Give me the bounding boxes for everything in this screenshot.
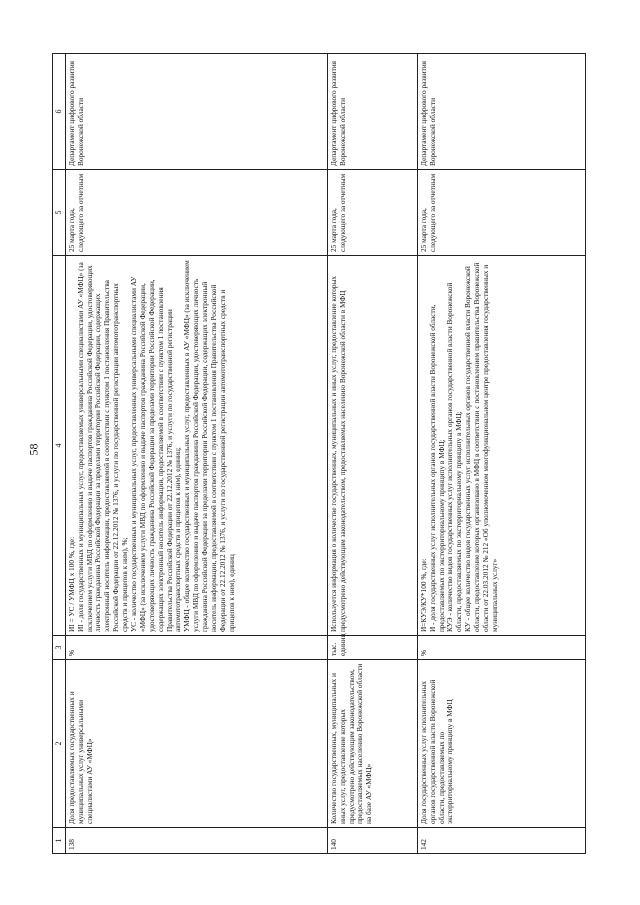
method-line: КУ - общее количество видов государственных услуг исполнительных органов государственной власти Воронежской области, предоставление которых организовано в МФЦ в соответствии с постановлением правительства Воронежской области от 22.03.2012 № 212 «Об уполномоченном многофункциональном центре предоставления государственных и муниципальных услуг» xyxy=(463,262,499,632)
indicators-table xyxy=(52,53,586,854)
header-col-3: 3 xyxy=(53,636,66,660)
row-number: 140 xyxy=(327,828,417,854)
header-col-6: 6 xyxy=(53,54,66,170)
header-col-1: 1 xyxy=(53,828,66,854)
indicator-name: Количество государственных, муниципальных и иных услуг, предоставление которых предусмотрено действующим законодательством, предоставляемых населению Воронежской области на базе АУ «МФЦ» xyxy=(327,660,417,828)
indicator-name: Доля предоставляемых государственных и муниципальных услуг универсальными специалистами АУ «МФЦ» xyxy=(65,660,327,828)
method-line: КУЭ - количество видов государственных услуг исполнительных органов государственной власти Воронежской области, предоставляемых по экстерриториальному принципу в МФЦ; xyxy=(445,282,464,632)
method-line: И - доля государственных услуг исполнительных органов государственной власти Воронежской области, предоставляемых по экстерриториальному принципу в МФЦ; xyxy=(427,304,446,632)
table-row xyxy=(65,54,327,854)
method-line: ИI - доля государственных и муниципальных услуг, предоставляемых универсальными специалистами АУ «МФЦ» (за исключением услуги МВД по оформлению и выдаче паспортов гражданина Российской Федерации, удостоверяющих личность гражданина Российской Федерации за пределами территории Российской Федерации, содержащих электронный носитель информации, предоставляемой в соответствии с пунктом 1 постановления Правительства Российской Федерации от 22.12.2012 № 1376, и услуги по государственной регистрации автомототранспортных средств и прицепов к ним), %; xyxy=(75,262,130,632)
header-col-2: 2 xyxy=(53,660,66,828)
header-col-4: 4 xyxy=(53,256,66,636)
unit-of-measure: % xyxy=(417,636,585,660)
deadline: 25 марта года, следующего за отчетным xyxy=(327,170,417,256)
table-row xyxy=(327,54,417,854)
indicator-name: Доля государственных услуг исполнительных органов государственной власти Воронежской области, предоставляемых по экстерриториальному принципу в МФЦ xyxy=(417,660,585,828)
row-number: 138 xyxy=(65,828,327,854)
header-col-5: 5 xyxy=(53,170,66,256)
deadline: 25 марта года, следующего за отчетным xyxy=(65,170,327,256)
method-line: И=КУЭ/КУ*100 %, где: xyxy=(418,558,428,632)
method-line: УС - количество государственных и муниципальных услуг, предоставленных универсальными специалистами АУ «МФЦ» (за исключением услуги МВД по оформлению и выдаче паспортов гражданина Российской Федерации, удостоверяющих личность гражданина Российской Федерации за пределами территории Российской Федерации, содержащих электронный носитель информации, предоставляемой в соответствии с пунктом 1 постановления Правительства Российской Федерации от 22.12.2012 № 1376, и услуги по государственной регистрации автомототранспортных средств и прицепов к ним), единиц; xyxy=(128,276,183,632)
rotated-page-area xyxy=(52,54,640,850)
calculation-method xyxy=(417,256,585,636)
table-row xyxy=(417,54,585,854)
page-number: 58 xyxy=(26,443,41,456)
unit-of-measure: тыс. единиц xyxy=(327,636,417,660)
responsible-body: Департамент цифрового развития Воронежской области xyxy=(65,54,327,170)
landscape-table-container xyxy=(52,54,592,854)
responsible-body: Департамент цифрового развития Воронежской области xyxy=(327,54,417,170)
header-row xyxy=(53,54,66,854)
method-line: Используется информация о количестве государственных, муниципальных и иных услуг, предоставление которых предусмотрено действующим законодательством, предоставляемых населению Воронежской области в МФЦ xyxy=(328,275,347,632)
responsible-body: Департамент цифрового развития Воронежской области xyxy=(417,54,585,170)
method-line: ИI = УС / УМФЦ x 100 %, где: xyxy=(66,536,76,632)
row-number: 142 xyxy=(417,828,585,854)
deadline: 25 марта года, следующего за отчетным xyxy=(417,170,585,256)
method-line: УМФЦ - общее количество государственных и муниципальных услуг, предоставленных в АУ «МФЦ» (за исключением услуги МВД по оформлению и выдаче паспортов гражданина Российской Федерации, удостоверяющих личность гражданина Российской Федерации за пределами территории Российской Федерации, содержащих электронный носитель информации, предоставляемой в соответствии с пунктом 1 постановления Правительства Российской Федерации от 22.12.2012 № 1376, и услуги по государственной регистрации автомототранспортных средств и прицепов к ним), единиц xyxy=(182,260,236,632)
calculation-method xyxy=(65,256,327,636)
calculation-method xyxy=(327,256,417,636)
unit-of-measure: % xyxy=(65,636,327,660)
